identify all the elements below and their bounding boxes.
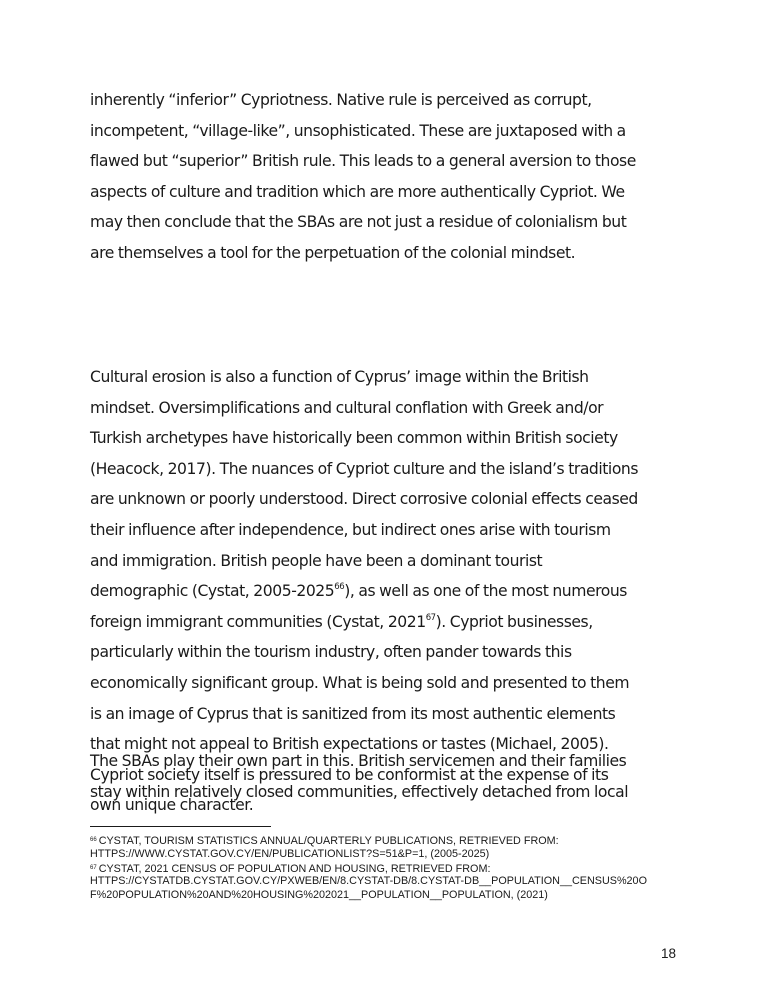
- text-line: their influence after independence, but indirect ones arise with tourism: [90, 520, 611, 539]
- paragraph-3: [90, 746, 690, 807]
- footnotes: [90, 834, 730, 903]
- footnote-67-url[interactable]: HTTPS://CYSTATDB.CYSTAT.GOV.CY/PXWEB/EN/8.CYSTAT-DB/8.CYSTAT-DB__POPULATION__CENSUS%20O: [90, 875, 647, 888]
- text-line: incompetent, “village-like”, unsophisticated. These are juxtaposed with a: [90, 121, 626, 140]
- text-line: mindset. Oversimplifications and cultural conflation with Greek and/or: [90, 398, 604, 417]
- text-span: demographic (Cystat, 2005-2025: [90, 582, 335, 601]
- text-line: inherently “inferior” Cypriotness. Native rule is perceived as corrupt,: [90, 91, 592, 109]
- footnote-67-url-cont[interactable]: F%20POPULATION%20AND%20HOUSING%202021__POPULATION__POPULATION, (2021): [90, 889, 548, 902]
- text-line: flawed but “superior” British rule. This leads to a general aversion to those: [90, 152, 636, 171]
- text-line: stay within relatively closed communities, effectively detached from local: [90, 782, 629, 801]
- page-number: 18: [661, 946, 677, 961]
- footnote-text: CYSTAT, 2021 CENSUS OF POPULATION AND HOUSING, RETRIEVED FROM:: [98, 862, 491, 875]
- text-line: own unique character.: [90, 796, 254, 815]
- text-line: Cultural erosion is also a function of Cyprus’ image within the British: [90, 368, 589, 386]
- text-line: are unknown or poorly understood. Direct corrosive colonial effects ceased: [90, 490, 638, 509]
- footnote-ref-67[interactable]: 67: [425, 612, 436, 623]
- text-line: are themselves a tool for the perpetuation of the colonial mindset.: [90, 243, 576, 262]
- footnote-67-line: [90, 862, 730, 876]
- footnote-number: 66: [90, 837, 97, 843]
- text-span: ). Cypriot businesses,: [435, 612, 593, 631]
- text-line: aspects of culture and tradition which are more authentically Cypriot. We: [90, 182, 625, 201]
- text-line: and immigration. British people have been a dominant tourist: [90, 551, 543, 570]
- paragraph-1: [90, 85, 690, 269]
- footnote-66-line: [90, 834, 730, 848]
- footnote-66-url[interactable]: HTTPS://WWW.CYSTAT.GOV.CY/EN/PUBLICATIONLIST?S=51&P=1, (2005-2025): [90, 847, 490, 860]
- text-line: economically significant group. What is being sold and presented to them: [90, 673, 630, 692]
- text-span: foreign immigrant communities (Cystat, 2021: [90, 612, 426, 631]
- text-line: The SBAs play their own part in this. British servicemen and their families: [90, 752, 627, 770]
- text-line-with-footnote-ref: [90, 607, 690, 638]
- footnote-text: CYSTAT, TOURISM STATISTICS ANNUAL/QUARTERLY PUBLICATIONS, RETRIEVED FROM:: [98, 835, 559, 847]
- text-line: Cypriot society itself is pressured to be conformist at the expense of its: [90, 765, 609, 784]
- footnote-separator: [90, 826, 271, 827]
- footnote-number: 67: [90, 864, 97, 871]
- text-line: is an image of Cyprus that is sanitized from its most authentic elements: [90, 704, 616, 723]
- text-line: that might not appeal to British expectations or tastes (Michael, 2005).: [90, 735, 609, 754]
- footnote-ref-66[interactable]: 66: [334, 581, 345, 592]
- text-line: (Heacock, 2017). The nuances of Cypriot culture and the island’s traditions: [90, 459, 639, 478]
- text-line: Turkish archetypes have historically been common within British society: [90, 429, 618, 448]
- text-line: may then conclude that the SBAs are not just a residue of colonialism but: [90, 213, 627, 232]
- text-span: ), as well as one of the most numerous: [344, 582, 627, 601]
- text-line-with-footnote-ref: [90, 576, 690, 607]
- text-line: particularly within the tourism industry, often pander towards this: [90, 643, 572, 662]
